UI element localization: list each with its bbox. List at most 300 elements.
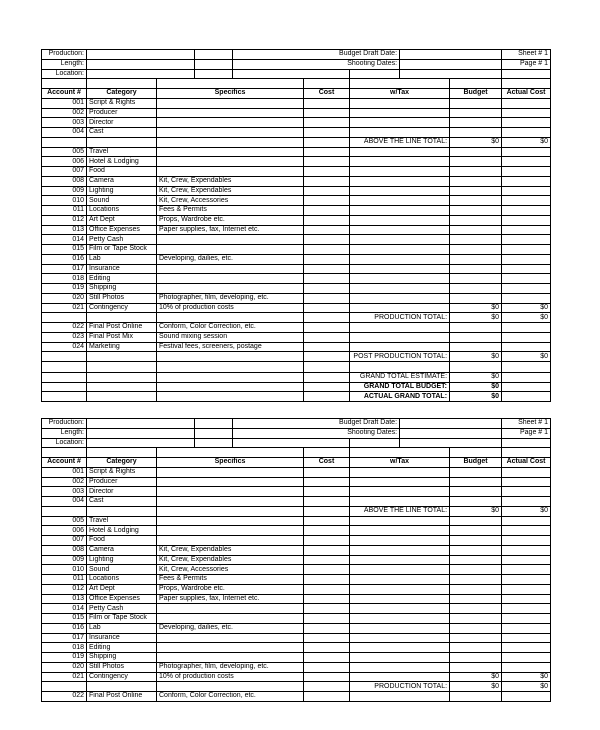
cost-cell[interactable] [304,98,350,108]
account-row [42,614,551,624]
actual-cost-cell[interactable] [502,545,551,555]
category: Lab [87,254,157,264]
account-row [42,653,551,663]
budget-cell[interactable] [450,545,502,555]
budget-cell[interactable] [450,555,502,565]
header-field[interactable] [195,428,233,438]
wtax-cell[interactable] [350,467,450,477]
budget-cell[interactable] [450,633,502,643]
category: Camera [87,176,157,186]
actual-cost-cell[interactable] [502,643,551,653]
cost-cell[interactable] [304,332,350,342]
account-number: 022 [42,323,87,333]
wtax-cell[interactable] [350,167,450,177]
budget-cell[interactable] [450,536,502,546]
cost-cell[interactable] [304,303,350,313]
actual-cost-cell[interactable] [502,516,551,526]
wtax-cell[interactable] [350,98,450,108]
actual-cost-cell[interactable] [502,157,551,167]
header-field[interactable] [350,438,400,448]
specifics: Kit, Crew, Expendables [157,545,304,555]
category: Food [87,536,157,546]
account-number: 014 [42,604,87,614]
wtax-cell[interactable] [350,614,450,624]
account-number: 001 [42,467,87,477]
budget-cell[interactable] [450,206,502,216]
cost-cell[interactable] [304,293,350,303]
col-budget: Budget [450,89,502,99]
category: Final Post Online [87,692,157,702]
actual-cost-cell[interactable] [502,487,551,497]
wtax-cell[interactable] [350,293,450,303]
budget-cell[interactable] [450,108,502,118]
account-row [42,672,551,682]
category: Cast [87,128,157,138]
specifics [157,235,304,245]
specifics: Developing, dailies, etc. [157,623,304,633]
cost-cell[interactable] [304,176,350,186]
cost-cell[interactable] [304,477,350,487]
cell [502,372,551,382]
specifics: Kit, Crew, Expendables [157,555,304,565]
total-budget: $0 [450,352,502,362]
cost-cell[interactable] [304,672,350,682]
budget-cell[interactable] [450,284,502,294]
specifics [157,128,304,138]
actual-cost-cell[interactable] [502,254,551,264]
wtax-cell[interactable] [350,186,450,196]
cost-cell[interactable] [304,604,350,614]
budget-cell[interactable] [450,692,502,702]
header-field[interactable] [195,438,233,448]
cost-cell[interactable] [304,254,350,264]
col-budget: Budget [450,458,502,468]
account-row [42,526,551,536]
actual-cost-cell[interactable] [502,623,551,633]
cell [157,352,304,362]
location-field[interactable] [87,438,195,448]
account-number: 010 [42,196,87,206]
cost-cell[interactable] [304,186,350,196]
wtax-cell[interactable] [350,536,450,546]
wtax-cell[interactable] [350,157,450,167]
budget-cell[interactable] [450,526,502,536]
specifics [157,264,304,274]
cost-cell[interactable] [304,147,350,157]
budget-cell[interactable] [450,516,502,526]
account-row [42,196,551,206]
length-label: Length: [42,428,87,438]
header-field[interactable] [502,438,551,448]
actual-cost-cell[interactable] [502,128,551,138]
actual-cost-cell[interactable] [502,575,551,585]
actual-cost-cell[interactable] [502,245,551,255]
wtax-cell[interactable] [350,555,450,565]
grand-total-row [42,382,551,392]
wtax-cell[interactable] [350,604,450,614]
account-number: 024 [42,342,87,352]
header-field[interactable] [233,69,350,79]
budget-cell[interactable] [450,623,502,633]
cost-cell[interactable] [304,196,350,206]
budget-cell[interactable] [450,235,502,245]
cell [42,362,87,373]
budget-cell[interactable] [450,477,502,487]
account-row [42,225,551,235]
account-number: 009 [42,555,87,565]
actual-cost-cell[interactable] [502,536,551,546]
shooting-dates-label: Shooting Dates: [233,428,400,438]
budget-cell[interactable] [450,98,502,108]
wtax-cell[interactable] [350,653,450,663]
actual-cost-cell[interactable] [502,264,551,274]
budget-cell[interactable] [450,643,502,653]
actual-cost-cell[interactable] [502,584,551,594]
budget-cell[interactable] [450,604,502,614]
wtax-cell[interactable] [350,575,450,585]
budget-cell[interactable] [450,264,502,274]
category: Contingency [87,672,157,682]
wtax-cell[interactable] [350,633,450,643]
actual-cost-cell[interactable] [502,467,551,477]
actual-cost-cell[interactable] [502,565,551,575]
wtax-cell[interactable] [350,225,450,235]
wtax-cell[interactable] [350,623,450,633]
actual-cost-cell[interactable] [502,274,551,284]
cost-cell[interactable] [304,215,350,225]
budget-cell[interactable] [450,167,502,177]
account-row [42,633,551,643]
cost-cell[interactable] [304,653,350,663]
budget-cell[interactable] [450,332,502,342]
wtax-cell[interactable] [350,643,450,653]
actual-cost-cell[interactable] [502,284,551,294]
actual-cost-cell[interactable] [502,692,551,702]
account-row [42,545,551,555]
budget-cell[interactable] [450,293,502,303]
actual-cost-cell[interactable] [502,215,551,225]
actual-cost-cell[interactable] [502,594,551,604]
wtax-cell[interactable] [350,254,450,264]
total-label: POST PRODUCTION TOTAL: [350,352,450,362]
wtax-cell[interactable] [350,323,450,333]
cell [42,79,87,89]
cost-cell[interactable] [304,323,350,333]
cost-cell[interactable] [304,245,350,255]
cost-cell[interactable] [304,274,350,284]
wtax-cell[interactable] [350,128,450,138]
actual-cost-cell[interactable] [502,108,551,118]
budget-cell[interactable] [450,323,502,333]
actual-cost-cell[interactable] [502,98,551,108]
account-number: 015 [42,245,87,255]
header-field[interactable] [195,69,233,79]
cell [304,79,350,89]
actual-cost-cell[interactable] [502,147,551,157]
account-row [42,662,551,672]
actual-cost-cell[interactable] [502,526,551,536]
account-number: 013 [42,225,87,235]
budget-cell[interactable] [450,342,502,352]
actual-cost-cell[interactable] [502,614,551,624]
cost-cell[interactable] [304,692,350,702]
cost-cell[interactable] [304,623,350,633]
account-number: 018 [42,643,87,653]
cell [42,382,87,392]
cell [350,448,450,458]
actual-cost-cell[interactable] [502,662,551,672]
category: Camera [87,545,157,555]
cell [157,313,304,323]
cost-cell[interactable] [304,128,350,138]
cell [157,372,304,382]
length-field[interactable] [87,59,195,69]
specifics: Paper supplies, fax, Internet etc. [157,594,304,604]
account-number: 007 [42,536,87,546]
cost-cell[interactable] [304,526,350,536]
cell [157,79,304,89]
wtax-cell[interactable] [350,176,450,186]
budget-cell[interactable] [450,245,502,255]
account-row [42,643,551,653]
actual-cost-cell[interactable] [502,186,551,196]
actual-cost-cell[interactable] [502,555,551,565]
actual-cost-cell[interactable] [502,118,551,128]
wtax-cell[interactable] [350,235,450,245]
wtax-cell[interactable] [350,662,450,672]
header-field[interactable] [195,50,233,60]
location-field[interactable] [87,69,195,79]
specifics [157,108,304,118]
category: Lighting [87,186,157,196]
cell [87,137,157,147]
cost-cell[interactable] [304,575,350,585]
col-specifics: Specifics [157,458,304,468]
budget-cell[interactable] [450,128,502,138]
budget-cell[interactable] [450,584,502,594]
cost-cell[interactable] [304,342,350,352]
total-label: PRODUCTION TOTAL: [350,313,450,323]
budget-cell[interactable] [450,147,502,157]
cost-cell[interactable] [304,545,350,555]
budget-cell[interactable] [450,662,502,672]
actual-cost-cell[interactable] [502,332,551,342]
specifics: Photographer, film, developing, etc. [157,662,304,672]
shooting-dates-field[interactable] [400,428,502,438]
cost-cell[interactable] [304,118,350,128]
wtax-cell[interactable] [350,332,450,342]
budget-cell[interactable] [450,653,502,663]
actual-cost-cell[interactable] [502,323,551,333]
wtax-cell[interactable] [350,215,450,225]
cost-cell[interactable] [304,584,350,594]
column-header-row [42,89,551,99]
wtax-cell[interactable] [350,264,450,274]
actual-cost-cell[interactable] [502,477,551,487]
budget-cell[interactable] [450,176,502,186]
header-field[interactable] [400,69,502,79]
cost-cell[interactable] [304,487,350,497]
wtax-cell[interactable] [350,108,450,118]
account-number: 012 [42,584,87,594]
cost-cell[interactable] [304,643,350,653]
actual-cost-cell[interactable] [502,497,551,507]
budget-cell[interactable] [450,157,502,167]
header-field[interactable] [195,419,233,429]
wtax-cell[interactable] [350,477,450,487]
cost-cell[interactable] [304,167,350,177]
actual-cost-cell[interactable] [502,604,551,614]
total-label: ABOVE THE LINE TOTAL: [350,506,450,516]
wtax-cell[interactable] [350,487,450,497]
cost-cell[interactable] [304,536,350,546]
budget-cell[interactable] [450,497,502,507]
cost-cell[interactable] [304,614,350,624]
wtax-cell[interactable] [350,118,450,128]
category: Final Post Mix [87,332,157,342]
cost-cell[interactable] [304,225,350,235]
actual-cost-cell[interactable] [502,167,551,177]
actual-cost-cell[interactable] [502,225,551,235]
wtax-cell[interactable] [350,497,450,507]
total-budget: $0 [450,682,502,692]
cost-cell[interactable] [304,555,350,565]
page-number: Page # 1 [502,59,551,69]
actual-cost-cell[interactable] [502,653,551,663]
cost-cell[interactable] [304,206,350,216]
account-row [42,516,551,526]
specifics [157,167,304,177]
specifics [157,633,304,643]
actual-cost-cell[interactable] [502,206,551,216]
cost-cell[interactable] [304,662,350,672]
wtax-cell[interactable] [350,196,450,206]
account-row [42,167,551,177]
budget-cell[interactable] [450,274,502,284]
specifics: Fees & Permits [157,575,304,585]
col-category: Category [87,89,157,99]
budget-cell[interactable] [450,575,502,585]
cell [450,362,502,373]
production-field[interactable] [87,50,195,60]
wtax-cell[interactable] [350,206,450,216]
wtax-cell[interactable] [350,245,450,255]
specifics [157,118,304,128]
length-field[interactable] [87,428,195,438]
shooting-dates-field[interactable] [400,59,502,69]
category: Shipping [87,653,157,663]
specifics [157,526,304,536]
account-number: 002 [42,108,87,118]
account-number: 009 [42,186,87,196]
wtax-cell[interactable] [350,526,450,536]
wtax-cell[interactable] [350,303,450,313]
budget-cell[interactable] [450,196,502,206]
wtax-cell[interactable] [350,594,450,604]
account-row [42,284,551,294]
cost-cell[interactable] [304,594,350,604]
specifics: Kit, Crew, Accessories [157,565,304,575]
budget-cell[interactable] [450,215,502,225]
actual-cost-cell[interactable] [502,342,551,352]
account-row [42,497,551,507]
cost-cell[interactable] [304,264,350,274]
specifics: Kit, Crew, Expendables [157,186,304,196]
cell [350,362,450,373]
actual-cost-cell[interactable] [502,633,551,643]
header-field[interactable] [502,69,551,79]
category: Insurance [87,633,157,643]
grand-total-value: $0 [450,372,502,382]
cost-cell[interactable] [304,108,350,118]
category: Contingency [87,303,157,313]
wtax-cell[interactable] [350,516,450,526]
wtax-cell[interactable] [350,545,450,555]
specifics: Paper supplies, fax, Internet etc. [157,225,304,235]
budget-cell[interactable] [450,186,502,196]
account-number: 018 [42,274,87,284]
budget-cell[interactable] [450,225,502,235]
header-field[interactable] [350,69,400,79]
header-field[interactable] [400,438,502,448]
account-row [42,98,551,108]
actual-cost-cell[interactable] [502,196,551,206]
wtax-cell[interactable] [350,672,450,682]
cost-cell[interactable] [304,633,350,643]
cost-cell[interactable] [304,235,350,245]
account-row [42,594,551,604]
grand-total-row [42,392,551,402]
total-actual: $0 [502,682,551,692]
header-field[interactable] [195,59,233,69]
budget-cell[interactable] [450,467,502,477]
budget-cell[interactable] [450,487,502,497]
budget-cell[interactable] [450,254,502,264]
actual-cost-cell[interactable] [502,235,551,245]
cell [502,382,551,392]
page-number: Page # 1 [502,428,551,438]
cost-cell[interactable] [304,467,350,477]
header-row [42,59,551,69]
actual-cost-cell[interactable] [502,293,551,303]
cell [304,313,350,323]
cost-cell[interactable] [304,497,350,507]
wtax-cell[interactable] [350,584,450,594]
cost-cell[interactable] [304,565,350,575]
cell [42,506,87,516]
wtax-cell[interactable] [350,147,450,157]
budget-draft-date-field[interactable] [400,50,502,60]
budget-cell[interactable] [450,565,502,575]
cost-cell[interactable] [304,157,350,167]
cost-cell[interactable] [304,516,350,526]
cost-cell[interactable] [304,284,350,294]
wtax-cell[interactable] [350,284,450,294]
wtax-cell[interactable] [350,692,450,702]
header-field[interactable] [233,438,350,448]
actual-cost-cell[interactable] [502,176,551,186]
budget-draft-date-field[interactable] [400,419,502,429]
wtax-cell[interactable] [350,565,450,575]
account-row [42,575,551,585]
budget-cell[interactable] [450,118,502,128]
production-field[interactable] [87,419,195,429]
budget-cell[interactable] [450,594,502,604]
budget-cell[interactable] [450,614,502,624]
wtax-cell[interactable] [350,274,450,284]
wtax-cell[interactable] [350,342,450,352]
account-row [42,186,551,196]
